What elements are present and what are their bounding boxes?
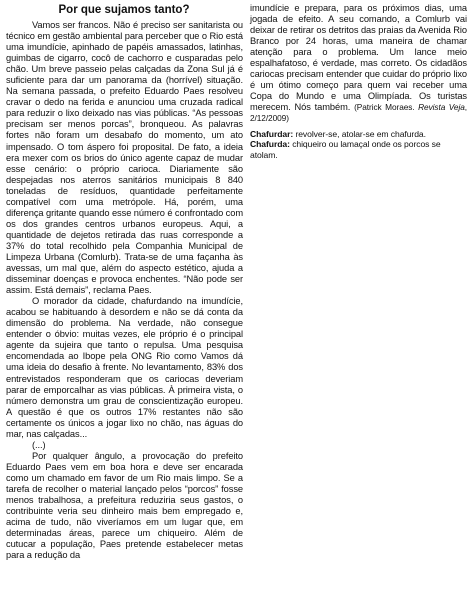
citation-source: Revista Veja: [418, 102, 465, 113]
glossary-term: Chafurdar:: [250, 128, 294, 139]
glossary: [250, 129, 467, 161]
article-paragraph: Por qualquer ângulo, a provocação do prefeito Eduardo Paes vem em boa hora e deve ser encarada como um chamado em favor de um Rio mais limpo. Se a tarefa de recolher o material lançado pelos “porcos” fosse menos trabalhosa, a prefeitura reduziria seus gastos, o contribuinte veria seu dinheiro mais bem empregado e, acima de tudo, não viveríamos em um lugar que, em determinadas áreas, parece um chiqueiro. Além de cutucar a população, Paes pretende estabelecer metas para a redução da: [6, 450, 243, 561]
article-right-column: [250, 3, 467, 160]
citation-author: (Patrick Moraes.: [354, 102, 415, 113]
article-title: Por que sujamos tanto?: [58, 4, 190, 16]
article-paragraph-text: imundície e prepara, para os próximos dias, uma jogada de efeito. A seu comando, a Comlurb vai deixar de retirar os detritos das praias da Avenida Rio Branco por 24 horas, uma maneira de chamar atenção para o problema. Um lance meio espalhafatoso, é verdade, mas correto. Os cidadãos cariocas precisam entender que cuidar do próprio lixo é um ótimo começo para quem vai receber uma Copa do Mundo e uma Olimpíada. Os turistas merecem. Nós também.: [250, 3, 467, 113]
glossary-entry: [250, 139, 467, 160]
omission-mark: (...): [32, 439, 46, 450]
citation-date: , 2/12/2009): [250, 102, 467, 124]
glossary-definition: chiqueiro ou lamaçal onde os porcos se atolam.: [250, 139, 441, 160]
article-paragraph: Vamos ser francos. Não é preciso ser sanitarista ou técnico em gestão ambiental para perceber que o Rio está uma imundície, apinhado de papéis amassados, latinhas, guimbas de cigarro, cocô de cachorro e cusparadas pelo chão. Um breve passeio pelas calçadas da Zona Sul já é suficiente para dar um panorama da (horrível) situação. Na semana passada, o prefeito Eduardo Paes resolveu cravar o dedo na ferida e anunciou uma cruzada radical para reduzir o lixo deixado nas vias públicas. “As pessoas precisam ser menos porcas”, bronqueou. As palavras fortes não foram um desabafo do momento, um ato impensado. O tom áspero foi proposital. De fato, a ideia era mexer com os brios do único agente capaz de mudar esse cenário: o próprio carioca. Diariamente são despejadas nos aterros sanitários municipais 8 840 toneladas de resíduos, quantidade perfeitamente compatível com uma metrópole. Há, porém, uma diferença gritante quando esse número é confrontado com os dos grandes centros urbanos europeus. Aqui, a quantidade de dejetos retirada das ruas corresponde a 37% do total recolhido pela Companhia Municipal de Limpeza Urbana (Comlurb). Trata-se de uma façanha às avessas, um mal que, além do aspecto estético, ajuda a disseminar doenças e provoca enchentes. “Não pode ser assim. Está demais”, reclama Paes.: [6, 20, 243, 296]
article-left-column: [6, 20, 243, 561]
glossary-term: Chafurda:: [250, 139, 290, 150]
glossary-entry: [250, 129, 467, 140]
article-paragraph: [250, 3, 467, 125]
article-paragraph: O morador da cidade, chafurdando na imundície, acabou se habituando à desordem e não se dá conta da dimensão do problema. Na verdade, não consegue entender o óbvio: muitas vezes, ele próprio é o principal agente da sujeira que tanto o repulsa. Uma pesquisa encomendada ao Ibope pela ONG Rio como Vamos dá uma ideia do desafio à frente. No levantamento, 83% dos entrevistados responderam que os cariocas deveriam parar de emporcalhar as vias públicas. À primeira vista, o número demonstra um grau de conscientização europeu. A questão é que os outros 17% restantes não são certamente os únicos a jogar lixo no chão, nas águas do mar, nas calçadas...: [6, 296, 243, 439]
glossary-definition: revolver-se, atolar-se em chafurda.: [295, 128, 426, 139]
